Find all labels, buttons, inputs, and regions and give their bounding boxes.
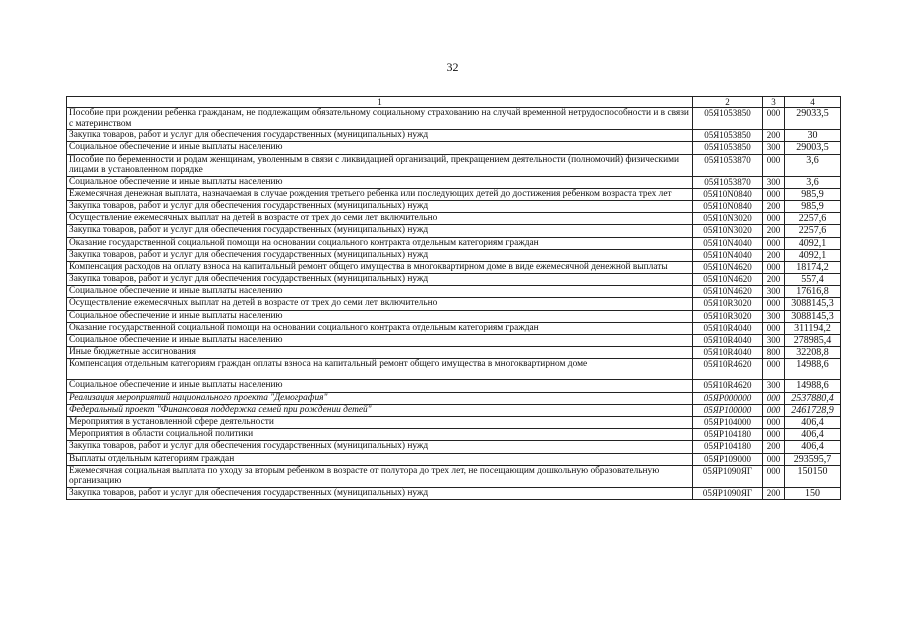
row-csr-cell: 05Я10N4620 (693, 261, 763, 273)
row-sum-cell: 278985,4 (785, 335, 841, 347)
row-name-cell: Компенсация отдельным категориям граждан оплаты взноса на капитальный ремонт общего имущества в многоквартирном доме (67, 359, 693, 380)
row-name-cell: Осуществление ежемесячных выплат на детей в возрасте от трех до семи лет включительно (67, 213, 693, 225)
table-row (67, 154, 841, 176)
row-vr-cell: 000 (763, 359, 785, 380)
row-sum-cell: 4092,1 (785, 249, 841, 261)
row-csr-cell: 05Я10N4040 (693, 249, 763, 261)
row-vr-cell: 200 (763, 225, 785, 237)
table-body (67, 108, 841, 500)
row-csr-cell: 05Я10N0840 (693, 200, 763, 212)
row-vr-cell: 200 (763, 130, 785, 142)
row-vr-cell: 000 (763, 404, 785, 416)
row-name-cell: Социальное обеспечение и иные выплаты населению (67, 176, 693, 188)
row-sum-cell: 406,4 (785, 429, 841, 441)
table-row (67, 200, 841, 212)
table-row (67, 322, 841, 334)
row-sum-cell: 18174,2 (785, 261, 841, 273)
row-name-cell: Пособие по беременности и родам женщинам, уволенным в связи с ликвидацией организаций, прекращением деятельности (полномочий) физическими лицами в установленном порядке (67, 154, 693, 176)
row-sum-cell: 2257,6 (785, 225, 841, 237)
row-name-cell: Социальное обеспечение и иные выплаты населению (67, 335, 693, 347)
row-name-cell: Закупка товаров, работ и услуг для обеспечения государственных (муниципальных) нужд (67, 130, 693, 142)
row-vr-cell: 000 (763, 237, 785, 249)
row-vr-cell: 000 (763, 188, 785, 200)
row-name-cell: Ежемесячная социальная выплата по уходу за вторым ребенком в возрасте от полутора до трех лет, не посещающим дошкольную образовательную организацию (67, 465, 693, 487)
row-csr-cell: 05Я10R3020 (693, 310, 763, 322)
row-name-cell: Закупка товаров, работ и услуг для обеспечения государственных (муниципальных) нужд (67, 200, 693, 212)
row-name-cell: Социальное обеспечение и иные выплаты населению (67, 286, 693, 298)
table-row (67, 359, 841, 380)
row-sum-cell: 985,9 (785, 200, 841, 212)
page-number: 32 (446, 60, 459, 74)
row-sum-cell: 14988,6 (785, 359, 841, 380)
row-name-cell: Оказание государственной социальной помощи на основании социального контракта отдельным категориям граждан (67, 237, 693, 249)
column-header-name: 1 (67, 97, 693, 108)
row-name-cell: Компенсация расходов на оплату взноса на капитальный ремонт общего имущества в многоквартирном доме в виде ежемесячной денежной выплаты (67, 261, 693, 273)
table-row (67, 392, 841, 404)
table-row (67, 404, 841, 416)
row-csr-cell: 05Я1053850 (693, 142, 763, 154)
row-sum-cell: 2257,6 (785, 213, 841, 225)
row-vr-cell: 200 (763, 249, 785, 261)
table-row (67, 142, 841, 154)
row-vr-cell: 300 (763, 176, 785, 188)
table-row (67, 286, 841, 298)
row-sum-cell: 3088145,3 (785, 298, 841, 310)
row-sum-cell: 3,6 (785, 176, 841, 188)
row-name-cell: Пособие при рождении ребенка гражданам, не подлежащим обязательному социальному страхованию на случай временной нетрудоспособности и в связи с материнством (67, 108, 693, 130)
table-row (67, 213, 841, 225)
row-vr-cell: 300 (763, 335, 785, 347)
row-csr-cell: 05Я10R4040 (693, 335, 763, 347)
row-csr-cell: 05Я1053850 (693, 108, 763, 130)
row-csr-cell: 05Я10R3020 (693, 298, 763, 310)
table-row (67, 347, 841, 359)
row-vr-cell: 300 (763, 310, 785, 322)
row-name-cell: Выплаты отдельным категориям граждан (67, 453, 693, 465)
row-csr-cell: 05ЯР1090ЯГ (693, 487, 763, 499)
budget-table (66, 96, 841, 500)
table-row (67, 176, 841, 188)
row-csr-cell: 05ЯР104000 (693, 416, 763, 428)
row-csr-cell: 05Я1053870 (693, 176, 763, 188)
table-row (67, 465, 841, 487)
row-name-cell: Закупка товаров, работ и услуг для обеспечения государственных (муниципальных) нужд (67, 249, 693, 261)
row-vr-cell: 800 (763, 347, 785, 359)
row-sum-cell: 30 (785, 130, 841, 142)
row-csr-cell: 05Я1053870 (693, 154, 763, 176)
column-header-sum: 4 (785, 97, 841, 108)
table-row (67, 225, 841, 237)
row-vr-cell: 000 (763, 213, 785, 225)
row-sum-cell: 406,4 (785, 441, 841, 453)
row-vr-cell: 300 (763, 142, 785, 154)
row-vr-cell: 200 (763, 441, 785, 453)
row-csr-cell: 05Я10R4620 (693, 359, 763, 380)
row-sum-cell: 29003,5 (785, 142, 841, 154)
row-sum-cell: 14988,6 (785, 380, 841, 392)
row-name-cell: Ежемесячная денежная выплата, назначаемая в случае рождения третьего ребенка или последующих детей до достижения ребенком возраста трех лет (67, 188, 693, 200)
row-sum-cell: 17616,8 (785, 286, 841, 298)
row-csr-cell: 05ЯР000000 (693, 392, 763, 404)
row-sum-cell: 3088145,3 (785, 310, 841, 322)
row-sum-cell: 29033,5 (785, 108, 841, 130)
row-csr-cell: 05ЯР109000 (693, 453, 763, 465)
row-sum-cell: 150 (785, 487, 841, 499)
row-vr-cell: 000 (763, 261, 785, 273)
row-sum-cell: 311194,2 (785, 322, 841, 334)
row-name-cell: Закупка товаров, работ и услуг для обеспечения государственных (муниципальных) нужд (67, 441, 693, 453)
row-vr-cell: 000 (763, 465, 785, 487)
row-vr-cell: 300 (763, 286, 785, 298)
table-row (67, 487, 841, 499)
row-vr-cell: 000 (763, 298, 785, 310)
row-sum-cell: 4092,1 (785, 237, 841, 249)
row-csr-cell: 05Я10R4040 (693, 322, 763, 334)
row-name-cell: Оказание государственной социальной помощи на основании социального контракта отдельным категориям граждан (67, 322, 693, 334)
row-vr-cell: 000 (763, 108, 785, 130)
row-name-cell: Реализация мероприятий национального проекта "Демография" (67, 392, 693, 404)
table-row (67, 130, 841, 142)
column-header-code: 2 (693, 97, 763, 108)
row-name-cell: Закупка товаров, работ и услуг для обеспечения государственных (муниципальных) нужд (67, 274, 693, 286)
row-csr-cell: 05Я10N4040 (693, 237, 763, 249)
row-sum-cell: 32208,8 (785, 347, 841, 359)
row-sum-cell: 557,4 (785, 274, 841, 286)
row-name-cell: Осуществление ежемесячных выплат на детей в возрасте от трех до семи лет включительно (67, 298, 693, 310)
row-csr-cell: 05Я10N3020 (693, 225, 763, 237)
row-csr-cell: 05ЯР104180 (693, 441, 763, 453)
row-vr-cell: 000 (763, 322, 785, 334)
row-name-cell: Социальное обеспечение и иные выплаты населению (67, 310, 693, 322)
row-csr-cell: 05ЯР104180 (693, 429, 763, 441)
table-row (67, 274, 841, 286)
row-name-cell: Мероприятия в установленной сфере деятельности (67, 416, 693, 428)
column-header-type: 3 (763, 97, 785, 108)
row-vr-cell: 000 (763, 154, 785, 176)
row-csr-cell: 05Я10N3020 (693, 213, 763, 225)
row-vr-cell: 000 (763, 416, 785, 428)
row-sum-cell: 293595,7 (785, 453, 841, 465)
row-csr-cell: 05Я10N0840 (693, 188, 763, 200)
row-name-cell: Иные бюджетные ассигнования (67, 347, 693, 359)
table-row (67, 237, 841, 249)
row-csr-cell: 05Я10N4620 (693, 286, 763, 298)
row-csr-cell: 05ЯР1090ЯГ (693, 465, 763, 487)
row-vr-cell: 200 (763, 200, 785, 212)
row-vr-cell: 000 (763, 392, 785, 404)
row-name-cell: Мероприятия в области социальной политики (67, 429, 693, 441)
row-csr-cell: 05Я10R4040 (693, 347, 763, 359)
row-name-cell: Социальное обеспечение и иные выплаты населению (67, 142, 693, 154)
table-header-row (67, 97, 841, 108)
row-vr-cell: 200 (763, 274, 785, 286)
row-vr-cell: 000 (763, 429, 785, 441)
table-row (67, 429, 841, 441)
row-csr-cell: 05Я10R4620 (693, 380, 763, 392)
row-csr-cell: 05ЯР100000 (693, 404, 763, 416)
table-row (67, 298, 841, 310)
table-row (67, 108, 841, 130)
row-vr-cell: 300 (763, 380, 785, 392)
table-row (67, 310, 841, 322)
row-name-cell: Закупка товаров, работ и услуг для обеспечения государственных (муниципальных) нужд (67, 225, 693, 237)
row-sum-cell: 150150 (785, 465, 841, 487)
row-sum-cell: 406,4 (785, 416, 841, 428)
table-row (67, 335, 841, 347)
row-name-cell: Федеральный проект "Финансовая поддержка семей при рождении детей" (67, 404, 693, 416)
table-row (67, 453, 841, 465)
table-row (67, 249, 841, 261)
row-name-cell: Закупка товаров, работ и услуг для обеспечения государственных (муниципальных) нужд (67, 487, 693, 499)
table-row (67, 416, 841, 428)
row-csr-cell: 05Я1053850 (693, 130, 763, 142)
table-row (67, 188, 841, 200)
row-sum-cell: 2537880,4 (785, 392, 841, 404)
row-sum-cell: 2461728,9 (785, 404, 841, 416)
row-vr-cell: 000 (763, 453, 785, 465)
table-row (67, 441, 841, 453)
row-vr-cell: 200 (763, 487, 785, 499)
table-row (67, 261, 841, 273)
row-sum-cell: 3,6 (785, 154, 841, 176)
row-name-cell: Социальное обеспечение и иные выплаты населению (67, 380, 693, 392)
row-csr-cell: 05Я10N4620 (693, 274, 763, 286)
table-row (67, 380, 841, 392)
row-sum-cell: 985,9 (785, 188, 841, 200)
